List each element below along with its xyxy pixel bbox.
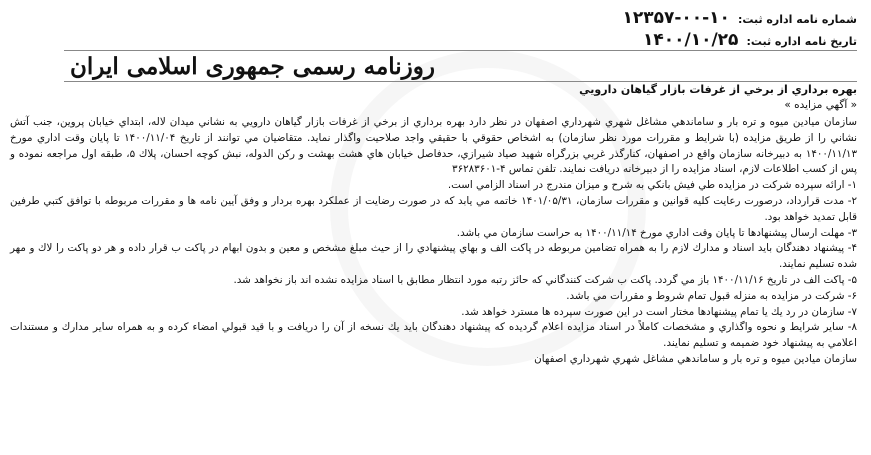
registration-meta — [622, 8, 857, 52]
registration-number-label: شماره نامه اداره ثبت: — [737, 13, 857, 26]
notice-clause-3: ۳- مهلت ارسال پيشنهادها تا پايان وقت اداري مورخ ۱۴۰۰/۱۱/۱۴ به حراست سازمان مي باشد. — [456, 226, 857, 239]
notice-body — [10, 115, 857, 368]
notice-clause-4: ۴- پيشنهاد دهندگان بايد اسناد و مدارك لازم را به همراه تضامين مربوطه در پاكت الف و بهاي پيشنهادي را از حيث مبلغ مشخص و معين و بدون ابهام در پاكت ب قرار داده و هر دو پاكت را لاك و مهر شده تسليم نمايند. — [10, 242, 857, 271]
registration-number-row — [622, 8, 857, 30]
notice-clause-5: ۵- پاكت الف در تاريخ ۱۴۰۰/۱۱/۱۶ باز مي گردد. پاكت ب شركت كنندگاني كه حائز رتبه مورد انتظار مطابق با اسناد مزايده نشده اند باز نخواهد شد. — [233, 273, 857, 286]
registration-date-value: ۱۴۰۰/۱۰/۲۵ — [643, 30, 739, 50]
registration-number-value: ۱۲۳۵۷-۰۰-۱۰ — [622, 8, 730, 28]
registration-date-label: تاریخ نامه اداره ثبت: — [746, 35, 857, 48]
notice-subhead: « آگهي مزايده » — [784, 99, 857, 111]
notice-clause-1: ۱- ارائه سپرده شركت در مزايده طي فيش بانكي به شرح و ميزان مندرج در اسناد الزامي است. — [447, 179, 857, 192]
notice-clause-6: ۶- شركت در مزايده به منزله قبول تمام شروط و مقررات مي باشد. — [566, 289, 857, 302]
notice-clause-8: ۸- ساير شرايط و نحوه واگذاري و مشخصات كاملاً در اسناد مزايده اعلام گرديده كه پيشنهاد دهندگان بايد يك نسخه از آن را دريافت و با قيد قبولي امضاء كرده و به همراه ساير مدارك و مستندات اعلامي به پيشنهاد خود ضميمه و تسليم نمايند. — [10, 321, 857, 350]
newspaper-banner — [64, 50, 857, 82]
notice-signature: سازمان ميادين ميوه و تره بار و ساماندهي مشاغل شهري شهرداري اصفهان — [534, 352, 857, 365]
notice-headline: بهره برداري از برخي از غرفات بازار گياهان دارويي — [579, 83, 857, 96]
notice-intro-paragraph: سازمان ميادين ميوه و تره بار و ساماندهي مشاغل شهري شهرداري اصفهان در نظر دارد بهره برداري از برخي از غرفات بازار گياهان دارويي به نشاني ميدان لاله، ابتداي خيابان پروين، جنب آتش نشاني را از طريق مزايده (با شرايط و مقررات مورد نظر سازمان) به اشخاص حقوقي با حقيقي واجد صلاحيت واگذار نمايد. متقاضيان مي توانند از تاريخ ۱۴۰۰/۱۱/۰۴ تا پايان وقت اداري مورخ ۱۴۰۰/۱۱/۱۳ به دبيرخانه سازمان واقع در اصفهان، كنارگذر غربي بزرگراه شهيد صياد شيرازي، حدفاصل خيابان هاي هشت بهشت و ركن الدوله، نبش كوچه احسان، پلاك ۵، طبقه اول مراجعه نموده و پس از كسب اطلاعات لازم، اسناد مزايده را از دبيرخانه دريافت نمايند. تلفن تماس ۴-۳۶۲۸۳۶۰۱ — [10, 116, 857, 176]
notice-clause-2: ۲- مدت قرارداد، درصورت رعايت كليه قوانين و مقررات سازمان، ۱۴۰۱/۰۵/۳۱ خاتمه مي يابد كه در صورت رضايت از عملكرد بهره بردار و وفق آيين نامه ها و مقررات مربوطه با توافق كتبي طرفين قابل تمديد خواهد بود. — [10, 194, 858, 223]
newspaper-title: روزنامه رسمی جمهوری اسلامی ایران — [70, 52, 436, 80]
notice-clause-7: ۷- سازمان در رد يك يا تمام پيشنهادها مختار است در اين صورت سپرده ها مسترد خواهد شد. — [461, 305, 857, 318]
registration-date-row — [622, 30, 857, 52]
